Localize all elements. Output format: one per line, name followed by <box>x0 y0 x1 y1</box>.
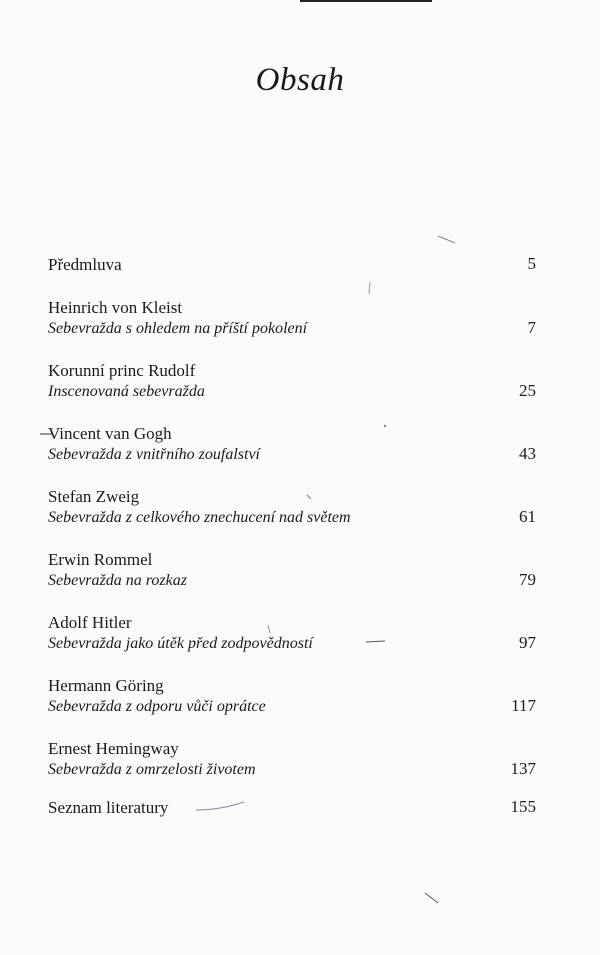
entry-page-number: 79 <box>519 570 536 589</box>
entry-page-number: 5 <box>527 254 536 273</box>
entry-page-number: 43 <box>519 444 536 463</box>
entry-subtitle: Sebevražda z vnitřního zoufalství <box>48 446 260 463</box>
toc-entry-literatura <box>48 797 538 818</box>
entry-subtitle: Inscenovaná sebevražda <box>48 383 205 400</box>
entry-subtitle: Sebevražda z omrzelosti životem <box>48 761 256 778</box>
toc-entry-zweig <box>48 486 538 528</box>
toc-entry-predmluva <box>48 254 538 275</box>
entry-title: Erwin Rommel <box>48 550 153 569</box>
entry-title: Ernest Hemingway <box>48 739 179 758</box>
entry-title: Vincent van Gogh <box>48 424 172 443</box>
toc-entry-rudolf <box>48 360 538 402</box>
entry-subtitle: Sebevražda z celkového znechucení nad světem <box>48 509 351 526</box>
entry-page-number: 61 <box>519 507 536 526</box>
entry-title: Korunní princ Rudolf <box>48 361 196 380</box>
toc-entry-hitler <box>48 612 538 654</box>
page-title: Obsah <box>255 62 345 98</box>
entry-title: Hermann Göring <box>48 676 164 695</box>
entry-page-number: 137 <box>510 759 536 778</box>
entry-page-number: 155 <box>510 797 536 816</box>
entry-page-number: 25 <box>519 381 536 400</box>
entry-title: Stefan Zweig <box>48 487 140 506</box>
top-edge-rule <box>300 0 432 2</box>
entry-subtitle: Sebevražda jako útěk před zodpovědností <box>48 635 313 652</box>
toc-entry-rommel <box>48 549 538 591</box>
toc-entry-hemingway <box>48 738 538 780</box>
toc-entry-van-gogh <box>48 423 538 465</box>
toc-entry-kleist <box>48 297 538 339</box>
entry-page-number: 7 <box>527 318 536 337</box>
entry-subtitle: Sebevražda s ohledem na příští pokolení <box>48 320 308 337</box>
entry-title: Heinrich von Kleist <box>48 298 183 317</box>
toc-entry-goring <box>48 675 538 717</box>
entry-title: Předmluva <box>48 255 122 274</box>
entry-title: Adolf Hitler <box>48 613 132 632</box>
entry-subtitle: Sebevražda z odporu vůči oprátce <box>48 698 266 715</box>
entry-title: Seznam literatury <box>48 798 169 817</box>
entry-page-number: 117 <box>511 696 536 715</box>
entry-page-number: 97 <box>519 633 536 652</box>
entry-subtitle: Sebevražda na rozkaz <box>48 572 187 589</box>
